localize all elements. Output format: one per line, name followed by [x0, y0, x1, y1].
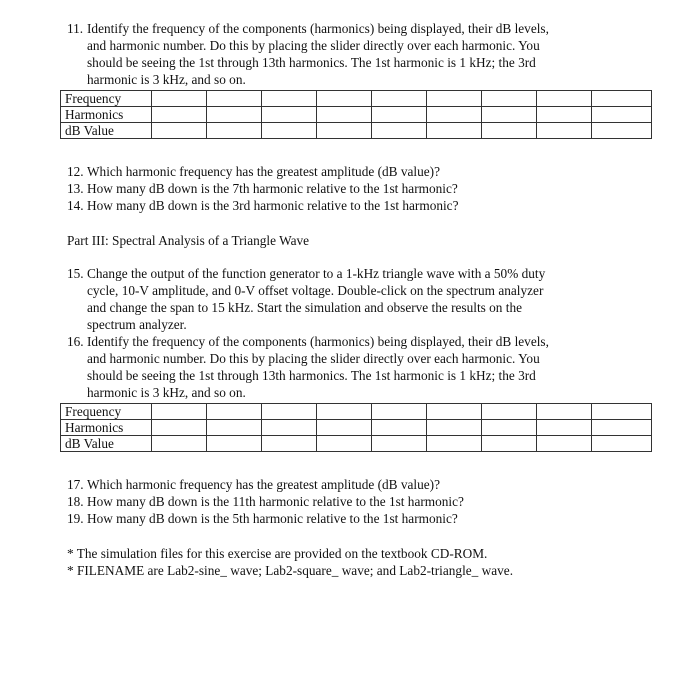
table-cell[interactable] — [152, 123, 207, 139]
table-cell[interactable] — [207, 436, 262, 452]
table-cell[interactable] — [317, 123, 372, 139]
table-cell[interactable] — [537, 420, 592, 436]
table-cell[interactable] — [317, 107, 372, 123]
question-16 — [67, 334, 627, 402]
table-cell[interactable] — [262, 420, 317, 436]
table-cell[interactable] — [482, 107, 537, 123]
question-text-line: Identify the frequency of the components (harmonics) being displayed, their dB levels, — [87, 334, 549, 349]
table-cell[interactable] — [207, 420, 262, 436]
table-cell[interactable] — [152, 420, 207, 436]
table-cell[interactable] — [482, 123, 537, 139]
question-number: 18. — [67, 494, 84, 509]
question-text-line: Change the output of the function generator to a 1-kHz triangle wave with a 50% duty — [87, 266, 546, 281]
table-cell[interactable] — [537, 107, 592, 123]
question-number: 14. — [67, 198, 84, 213]
table-cell[interactable] — [207, 107, 262, 123]
table-cell[interactable] — [262, 91, 317, 107]
question-text-line: should be seeing the 1st through 13th harmonics. The 1st harmonic is 1 kHz; the 3rd — [87, 54, 536, 70]
table-cell[interactable] — [592, 91, 652, 107]
question-text-line: should be seeing the 1st through 13th harmonics. The 1st harmonic is 1 kHz; the 3rd — [87, 367, 536, 383]
table-cell[interactable] — [262, 123, 317, 139]
question-text: How many dB down is the 5th harmonic relative to the 1st harmonic? — [87, 511, 458, 526]
table-cell[interactable] — [482, 404, 537, 420]
question-text-line: and change the span to 15 kHz. Start the simulation and observe the results on the — [87, 299, 522, 315]
table-cell[interactable] — [152, 404, 207, 420]
table-cell[interactable] — [372, 107, 427, 123]
table-cell[interactable] — [372, 123, 427, 139]
table-cell[interactable] — [482, 91, 537, 107]
table-cell[interactable] — [427, 123, 482, 139]
table-cell[interactable] — [592, 436, 652, 452]
question-text-line: cycle, 10-V amplitude, and 0-V offset voltage. Double-click on the spectrum analyzer — [87, 282, 544, 298]
table-row — [61, 436, 652, 452]
table-row — [61, 91, 652, 107]
table-row — [61, 404, 652, 420]
table-cell[interactable] — [592, 123, 652, 139]
table-cell[interactable] — [317, 436, 372, 452]
section-heading-part-3: Part III: Spectral Analysis of a Triangle Wave — [67, 233, 310, 248]
table-cell[interactable] — [592, 404, 652, 420]
question-text: Which harmonic frequency has the greatest amplitude (dB value)? — [87, 477, 440, 492]
question-text-line: harmonic is 3 kHz, and so on. — [87, 384, 246, 400]
question-text-line: Identify the frequency of the components (harmonics) being displayed, their dB levels, — [87, 21, 549, 36]
table-row — [61, 107, 652, 123]
table-cell[interactable] — [262, 436, 317, 452]
table-cell[interactable] — [427, 404, 482, 420]
question-number: 13. — [67, 181, 84, 196]
row-label-frequency: Frequency — [61, 404, 152, 420]
question-15 — [67, 266, 627, 334]
row-label-frequency: Frequency — [61, 91, 152, 107]
table-row — [61, 420, 652, 436]
table-row — [61, 123, 652, 139]
table-cell[interactable] — [262, 107, 317, 123]
question-12 — [67, 164, 627, 181]
row-label-db-value: dB Value — [61, 436, 152, 452]
question-text: How many dB down is the 11th harmonic relative to the 1st harmonic? — [87, 494, 464, 509]
table-cell[interactable] — [537, 436, 592, 452]
question-text-line: spectrum analyzer. — [87, 316, 187, 332]
table-cell[interactable] — [592, 107, 652, 123]
question-13 — [67, 181, 627, 198]
row-label-db-value: dB Value — [61, 123, 152, 139]
table-cell[interactable] — [427, 420, 482, 436]
table-cell[interactable] — [317, 420, 372, 436]
table-cell[interactable] — [372, 420, 427, 436]
table-cell[interactable] — [592, 420, 652, 436]
question-number: 15. — [67, 266, 84, 281]
footnote-filenames: * FILENAME are Lab2-sine_ wave; Lab2-square_ wave; and Lab2-triangle_ wave. — [67, 563, 514, 578]
question-text-line: harmonic is 3 kHz, and so on. — [87, 71, 246, 87]
question-text: How many dB down is the 3rd harmonic relative to the 1st harmonic? — [87, 198, 459, 213]
question-text-line: and harmonic number. Do this by placing the slider directly over each harmonic. You — [87, 37, 540, 53]
row-label-harmonics: Harmonics — [61, 420, 152, 436]
table-cell[interactable] — [427, 91, 482, 107]
table-cell[interactable] — [372, 404, 427, 420]
table-cell[interactable] — [427, 436, 482, 452]
question-text: Which harmonic frequency has the greatest amplitude (dB value)? — [87, 164, 440, 179]
question-number: 11. — [67, 21, 84, 36]
question-number: 17. — [67, 477, 84, 492]
table-cell[interactable] — [482, 436, 537, 452]
table-cell[interactable] — [482, 420, 537, 436]
table-cell[interactable] — [537, 123, 592, 139]
table-cell[interactable] — [207, 404, 262, 420]
question-number: 19. — [67, 511, 84, 526]
table-cell[interactable] — [317, 91, 372, 107]
table-cell[interactable] — [372, 91, 427, 107]
question-number: 12. — [67, 164, 84, 179]
table-cell[interactable] — [152, 107, 207, 123]
question-number: 16. — [67, 334, 84, 349]
table-cell[interactable] — [317, 404, 372, 420]
question-11 — [67, 21, 627, 89]
question-17 — [67, 477, 627, 494]
question-18 — [67, 494, 627, 511]
table-cell[interactable] — [537, 404, 592, 420]
harmonics-table-2 — [60, 403, 652, 452]
table-cell[interactable] — [372, 436, 427, 452]
footnote-cd-rom: * The simulation files for this exercise are provided on the textbook CD-ROM. — [67, 546, 488, 561]
table-cell[interactable] — [152, 436, 207, 452]
table-cell[interactable] — [262, 404, 317, 420]
table-cell[interactable] — [152, 91, 207, 107]
question-19 — [67, 511, 627, 528]
harmonics-table-1 — [60, 90, 652, 139]
question-text: How many dB down is the 7th harmonic relative to the 1st harmonic? — [87, 181, 458, 196]
table-cell[interactable] — [427, 107, 482, 123]
question-text-line: and harmonic number. Do this by placing the slider directly over each harmonic. You — [87, 350, 540, 366]
question-14 — [67, 198, 627, 215]
row-label-harmonics: Harmonics — [61, 107, 152, 123]
table-cell[interactable] — [537, 91, 592, 107]
table-cell[interactable] — [207, 123, 262, 139]
table-cell[interactable] — [207, 91, 262, 107]
